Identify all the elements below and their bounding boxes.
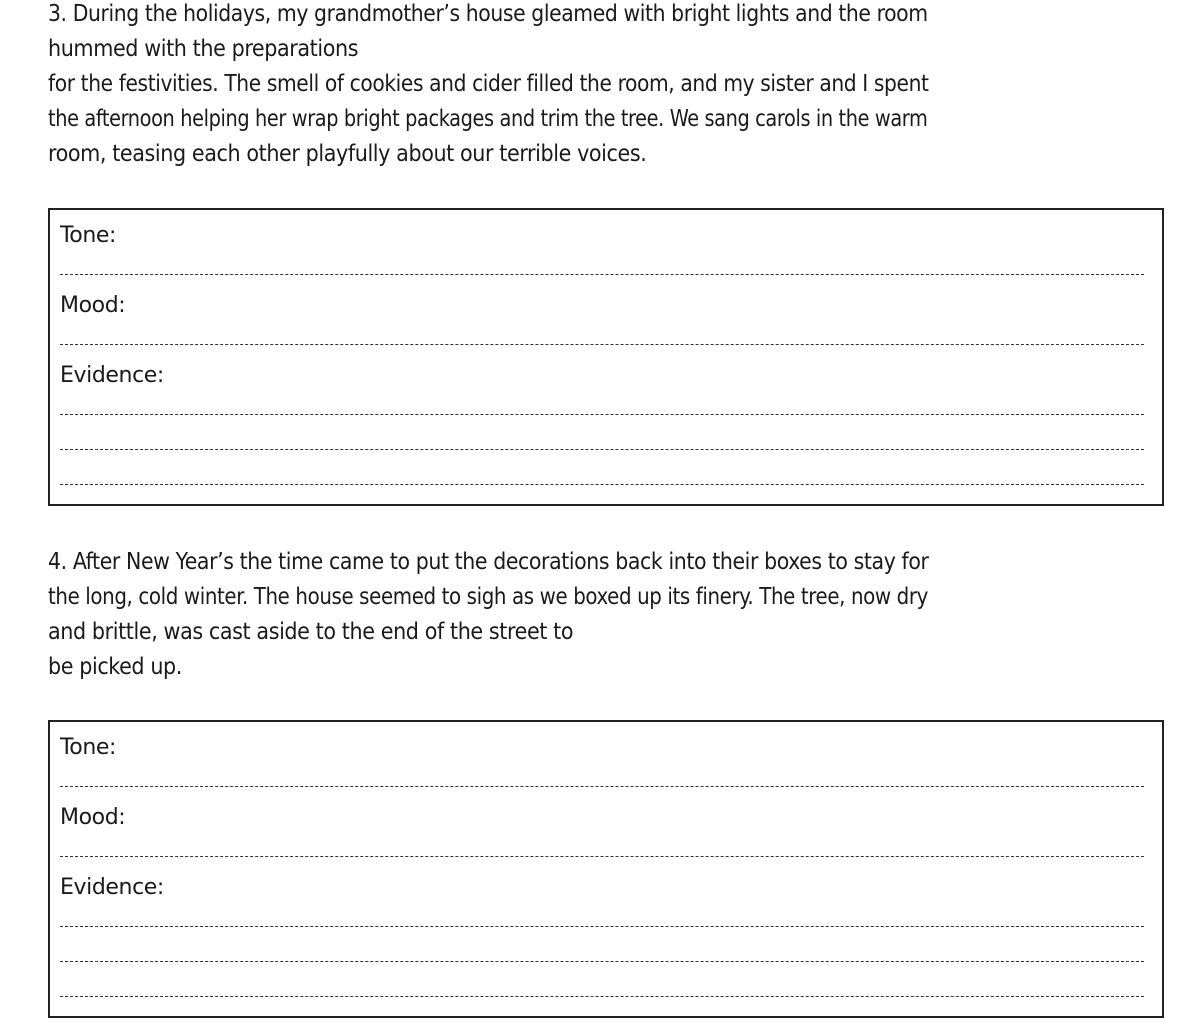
evidence-answer-line[interactable] [60,414,1144,415]
evidence-label: Evidence: [60,875,164,900]
passage-line: and brittle, was cast aside to the end of the street to [48,619,574,645]
evidence-label: Evidence: [60,363,164,388]
evidence-answer-line[interactable] [60,484,1144,485]
passage-line: 4. After New Year’s the time came to put the decorations back into their boxes to stay for [48,549,929,575]
mood-answer-line[interactable] [60,344,1144,345]
tone-answer-line[interactable] [60,786,1144,787]
evidence-answer-line[interactable] [60,996,1144,997]
mood-label: Mood: [60,293,126,318]
answer-box-3 [48,208,1164,506]
passage-line: be picked up. [48,654,182,680]
mood-answer-line[interactable] [60,856,1144,857]
passage-line: the afternoon helping her wrap bright packages and trim the tree. We sang carols in the warm [48,106,928,132]
passage-line: for the festivities. The smell of cookies and cider filled the room, and my sister and I spent [48,71,929,97]
tone-label: Tone: [60,223,117,248]
evidence-answer-line[interactable] [60,449,1144,450]
evidence-answer-line[interactable] [60,926,1144,927]
passage-line: room, teasing each other playfully about our terrible voices. [48,141,647,167]
tone-answer-line[interactable] [60,274,1144,275]
passage-line: 3. During the holidays, my grandmother’s house gleamed with bright lights and the room [48,1,928,27]
passage-3 [48,0,928,172]
passage-line: hummed with the preparations [48,36,359,62]
mood-label: Mood: [60,805,126,830]
answer-box-4 [48,720,1164,1018]
evidence-answer-line[interactable] [60,961,1144,962]
passage-4 [48,545,928,685]
passage-line: the long, cold winter. The house seemed to sigh as we boxed up its finery. The tree, now dry [48,584,928,610]
tone-label: Tone: [60,735,117,760]
